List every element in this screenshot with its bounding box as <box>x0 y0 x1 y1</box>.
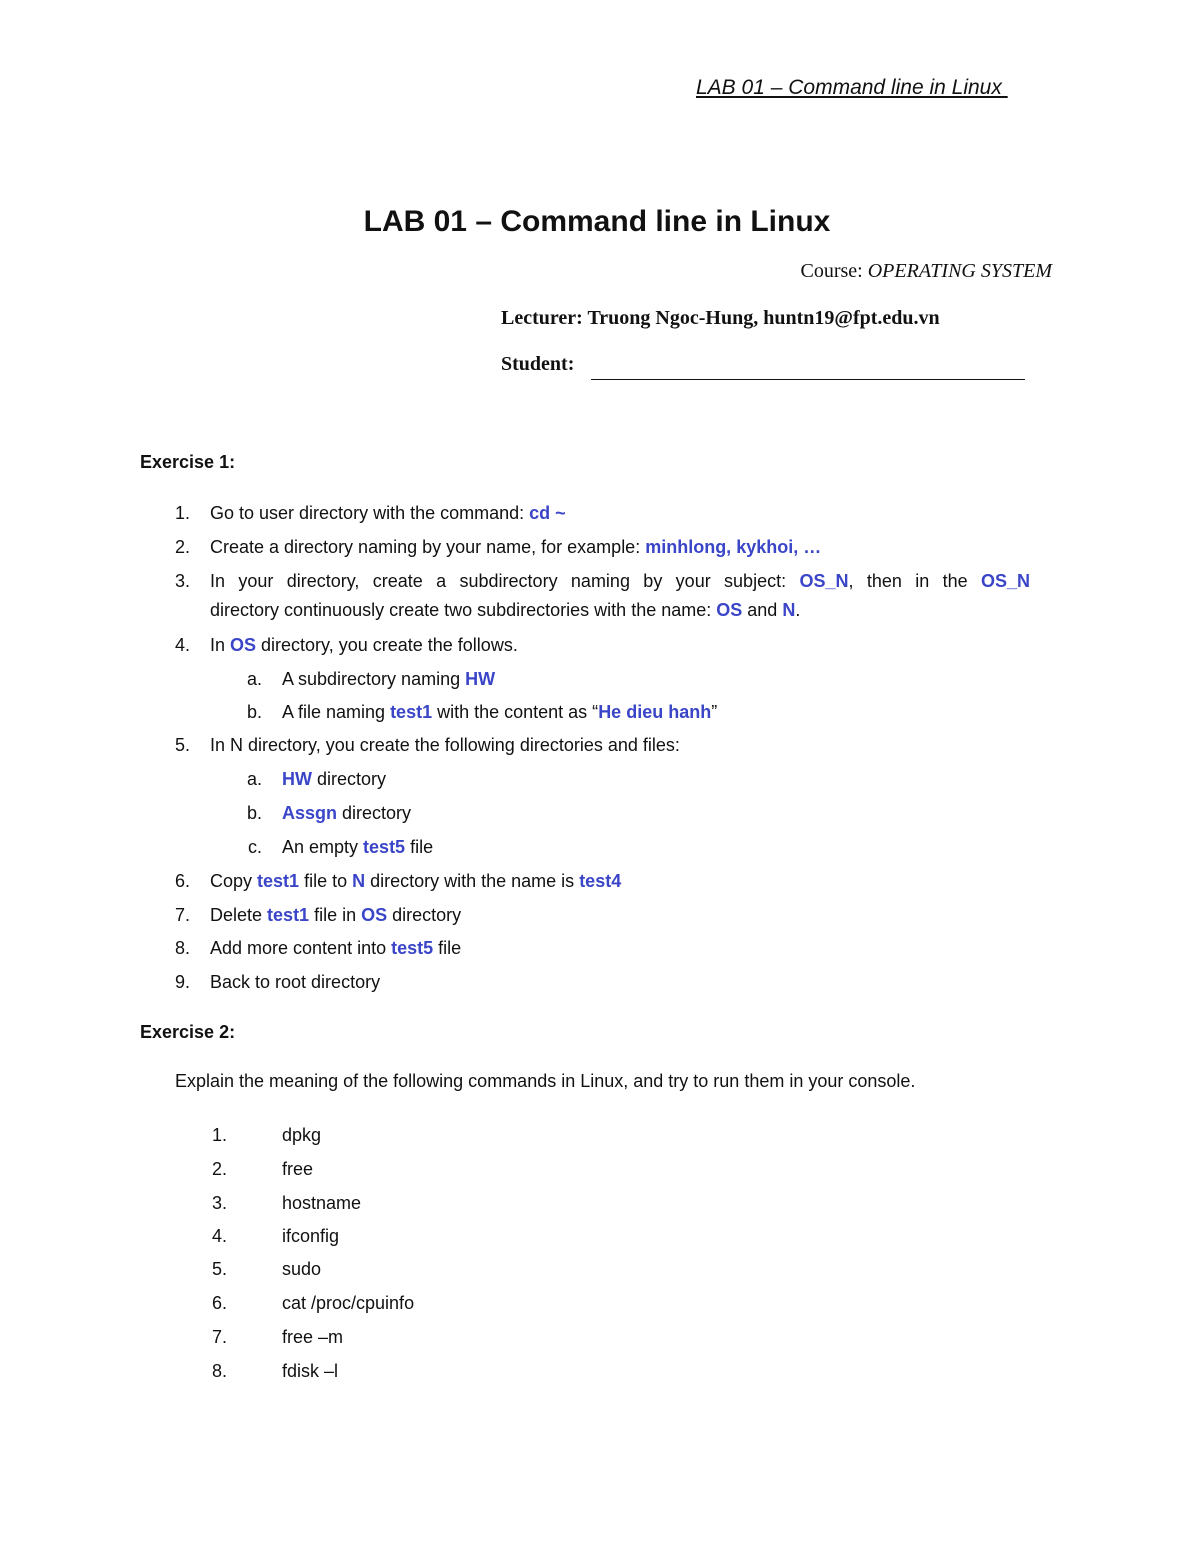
item-number: 6. <box>211 1293 227 1313</box>
highlight: OS <box>230 635 257 655</box>
highlight: N <box>782 600 796 620</box>
item-text: Add more content into test5 file <box>210 938 462 958</box>
item-letter: b. <box>246 803 262 823</box>
item-number: 6. <box>174 871 190 891</box>
highlight: minhlong, kykhoi, … <box>645 537 822 557</box>
highlight: OS_N <box>980 571 1030 591</box>
item-number: 2. <box>174 537 190 557</box>
course-line <box>801 260 1052 283</box>
item-text: A file naming test1 with the content as “He dieu hanh” <box>282 702 718 722</box>
item-letter: a. <box>246 769 262 789</box>
exercise-1-heading: Exercise 1: <box>140 452 236 472</box>
item-number: 8. <box>211 1361 227 1381</box>
item-letter: a. <box>246 669 262 689</box>
exercise-2-heading: Exercise 2: <box>140 1022 236 1042</box>
highlight: test5 <box>363 837 406 857</box>
highlight: N <box>352 871 366 891</box>
highlight: HW <box>465 669 496 689</box>
command-text: sudo <box>282 1259 322 1279</box>
item-number: 8. <box>174 938 190 958</box>
item-text: An empty test5 file <box>282 837 434 857</box>
item-letter: b. <box>246 702 262 722</box>
item-number: 9. <box>174 972 190 992</box>
item-number: 1. <box>211 1125 227 1145</box>
highlight: OS <box>716 600 743 620</box>
item-number: 7. <box>211 1327 227 1347</box>
course-value: OPERATING SYSTEM <box>867 260 1052 282</box>
item-text: Back to root directory <box>210 972 381 992</box>
item-text: A subdirectory naming HW <box>282 669 496 689</box>
item-text: In OS directory, you create the follows. <box>210 635 518 655</box>
item-number: 5. <box>211 1259 227 1279</box>
item-number: 4. <box>174 635 190 655</box>
course-label: Course: <box>800 260 868 282</box>
highlight: test1 <box>390 702 433 722</box>
highlight: Assgn <box>282 803 338 823</box>
item-text: Copy test1 file to N directory with the name is test4 <box>210 871 622 891</box>
student-blank-line <box>591 379 1025 380</box>
item-letter: c. <box>247 837 262 857</box>
item-text: HW directory <box>282 769 387 789</box>
item-number: 7. <box>174 905 190 925</box>
document-title: LAB 01 – Command line in Linux <box>363 205 831 238</box>
highlight: OS_N <box>799 571 849 591</box>
item-text: Create a directory naming by your name, for example: minhlong, kykhoi, … <box>210 537 822 557</box>
item-number: 4. <box>211 1226 227 1246</box>
highlight: test1 <box>257 871 300 891</box>
item-number: 3. <box>174 571 190 591</box>
highlight: cd ~ <box>529 503 566 523</box>
command-text: hostname <box>282 1193 362 1213</box>
highlight: OS <box>361 905 388 925</box>
item-text: Go to user directory with the command: cd ~ <box>210 503 566 523</box>
command-text: dpkg <box>282 1125 322 1145</box>
item-text: In your directory, create a subdirectory naming by your subject: OS_N, then in the OS_N <box>210 571 1030 591</box>
item-text: Assgn directory <box>282 803 412 823</box>
highlight: test1 <box>267 905 310 925</box>
command-text: free –m <box>282 1327 344 1347</box>
highlight: test5 <box>391 938 434 958</box>
running-header: LAB 01 – Command line in Linux <box>696 76 1008 99</box>
item-text: directory continuously create two subdirectories with the name: OS and N. <box>210 600 801 620</box>
command-text: fdisk –l <box>282 1361 339 1381</box>
highlight: HW <box>282 769 312 789</box>
highlight: He dieu hanh <box>598 702 712 722</box>
item-number: 1. <box>174 503 190 523</box>
item-text: In N directory, you create the following directories and files: <box>210 735 680 755</box>
command-text: cat /proc/cpuinfo <box>282 1293 415 1313</box>
lecturer-line: Lecturer: Truong Ngoc-Hung, huntn19@fpt.edu.vn <box>501 307 940 329</box>
highlight: test4 <box>579 871 622 891</box>
student-label: Student: <box>501 353 575 375</box>
item-number: 3. <box>211 1193 227 1213</box>
command-text: ifconfig <box>282 1226 340 1246</box>
item-number: 5. <box>174 735 190 755</box>
exercise-2-intro: Explain the meaning of the following commands in Linux, and try to run them in your console. <box>175 1071 916 1091</box>
item-number: 2. <box>211 1159 227 1179</box>
command-text: free <box>282 1159 314 1179</box>
item-text: Delete test1 file in OS directory <box>210 905 462 925</box>
